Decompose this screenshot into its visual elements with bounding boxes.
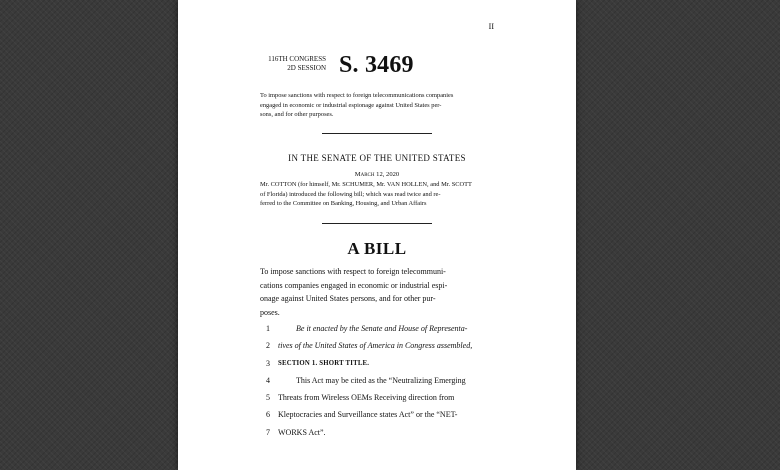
- line-number: 7: [266, 427, 270, 437]
- line-text: This Act may be cited as the “Neutralizing Emerging: [296, 375, 466, 385]
- session-label: 2D SESSION: [287, 64, 326, 72]
- introduction-text: [260, 180, 494, 209]
- introduction-date: March 12, 2020: [354, 171, 400, 178]
- line-number: 4: [266, 375, 270, 385]
- intro-line: of Florida) introduced the following bill; which was read twice and re-: [260, 190, 441, 198]
- bill-text-lines: [260, 320, 494, 441]
- purpose-line: cations companies engaged in economic or industrial espi-: [260, 280, 448, 290]
- line-text: WORKS Act”.: [278, 427, 326, 437]
- bill-line: [260, 372, 494, 389]
- summary-line: To impose sanctions with respect to foreign telecommunications companies: [260, 92, 454, 99]
- intro-line: Mr. COTTON (for himself, Mr. SCHUMER, Mr. VAN HOLLEN, and Mr. SCOTT: [260, 181, 472, 188]
- bill-purpose: [260, 265, 494, 320]
- line-number: 2: [266, 341, 270, 351]
- bill-heading: A BILL: [347, 239, 407, 258]
- bill-line: [260, 355, 494, 372]
- divider-rule: [322, 223, 432, 224]
- purpose-line: To impose sanctions with respect to foreign telecommuni-: [260, 267, 446, 276]
- line-number: 3: [266, 358, 270, 368]
- line-text: Be it enacted by the Senate and House of Representa-: [296, 324, 468, 333]
- section-heading: SECTION 1. SHORT TITLE.: [278, 359, 370, 367]
- bill-line: [260, 337, 494, 354]
- line-number: 6: [266, 410, 270, 420]
- line-number: 1: [266, 324, 270, 333]
- summary-line: sons, and for other purposes.: [260, 111, 334, 119]
- bill-number: S. 3469: [339, 52, 414, 78]
- summary-line: engaged in economic or industrial espionage against United States per-: [260, 101, 442, 109]
- line-text: Threats from Wireless OEMs Receiving direction from: [278, 393, 455, 403]
- intro-line: ferred to the Committee on Banking, Housing, and Urban Affairs: [260, 200, 427, 208]
- page-marker: II: [488, 22, 494, 31]
- document-page: [178, 0, 576, 470]
- line-text: tives of the United States of America in Congress assembled,: [278, 341, 473, 351]
- congress-label: 116TH CONGRESS: [268, 55, 326, 63]
- bill-line: [260, 406, 494, 423]
- purpose-line: onage against United States persons, and for other pur-: [260, 294, 436, 304]
- purpose-line: poses.: [260, 308, 280, 318]
- bill-line: [260, 389, 494, 406]
- line-text: Kleptocracies and Surveillance states Act” or the “NET-: [278, 410, 458, 420]
- bill-line: [260, 424, 494, 441]
- congress-session-label: [258, 55, 326, 73]
- bill-line: [260, 320, 494, 337]
- chamber-heading: IN THE SENATE OF THE UNITED STATES: [288, 153, 466, 163]
- divider-rule: [322, 133, 432, 134]
- line-number: 5: [266, 393, 270, 403]
- bill-summary: [260, 91, 494, 120]
